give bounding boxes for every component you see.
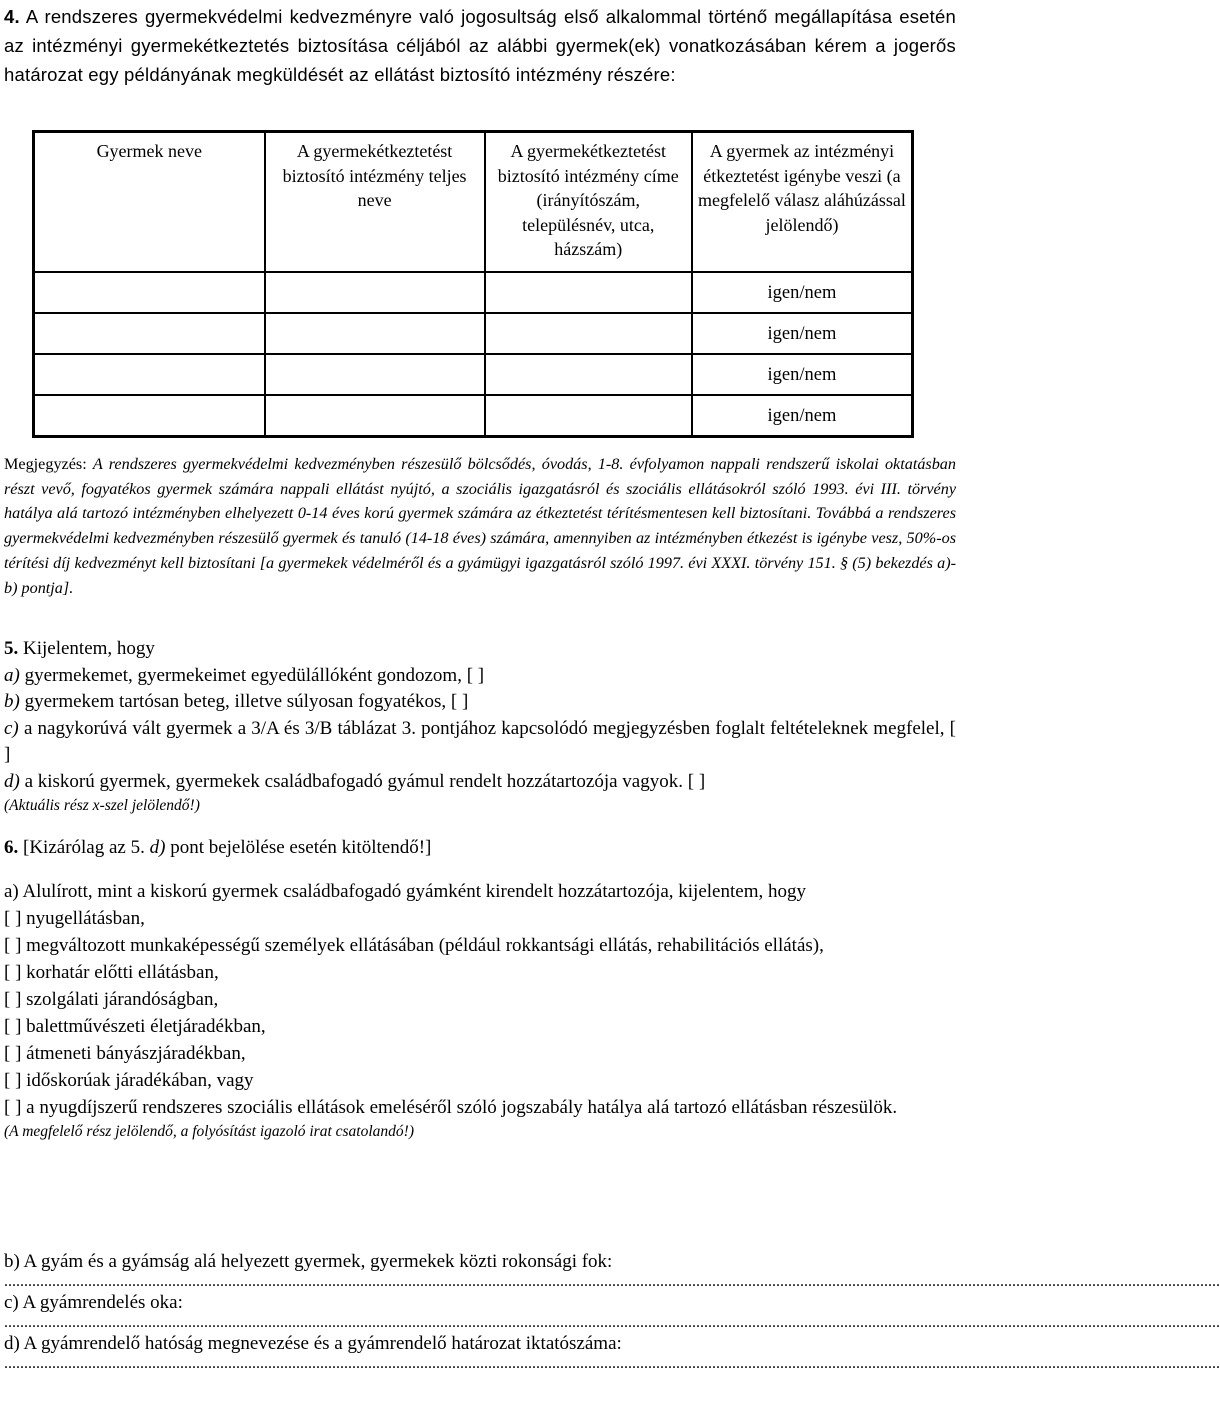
table-row [34, 354, 912, 395]
note-label: Megjegyzés: [4, 455, 87, 473]
section-5 [4, 636, 956, 817]
institution-name-cell[interactable] [265, 354, 485, 395]
authority-field[interactable]: ................................................................................................................................................................................................................................................................................................................ [4, 1355, 1220, 1372]
institution-name-cell[interactable] [265, 272, 485, 313]
child-name-cell[interactable] [34, 272, 265, 313]
section-5-hint: (Aktuális rész x-szel jelölendő!) [4, 797, 200, 814]
section-6a-intro: a) Alulírott, mint a kiskorú gyermek családbafogadó gyámként kirendelt hozzátartozója, kijelentem, hogy [4, 881, 806, 902]
section-5-intro: Kijelentem, hogy [23, 638, 155, 659]
section-4-intro [4, 0, 956, 89]
yes-no-cell[interactable]: igen/nem [692, 313, 912, 354]
yes-no-cell[interactable]: igen/nem [692, 354, 912, 395]
section-6 [4, 834, 956, 861]
header-institution-address: A gyermekétkeztetést biztosító intézmény címe (irányítószám, településnév, utca, házszám) [485, 132, 692, 272]
section-4-text: A rendszeres gyermekvédelmi kedvezményre való jogosultság első alkalommal történő megállapítása esetén az intézményi gyermekétkeztetés biztosítása céljából az alábbi gyermek(ek) vonatkozásában kérem a jogerős határozat egy példányának megküldését az ellátást biztosító intézmény részére: [4, 6, 956, 85]
document-page [4, 0, 956, 89]
guardianship-reason-label: c) A gyámrendelés oka: [4, 1292, 183, 1313]
header-meal-usage: A gyermek az intézményi étkeztetést igénybe veszi (a megfelelő válasz aláhúzással jelölendő) [692, 132, 912, 272]
institution-address-cell[interactable] [485, 313, 692, 354]
section-6bcd [4, 1248, 1220, 1372]
benefit-option-1[interactable]: [ ] nyugellátásban, [4, 908, 145, 929]
child-name-cell[interactable] [34, 313, 265, 354]
note-paragraph [4, 452, 956, 600]
header-child-name: Gyermek neve [34, 132, 265, 272]
table-row [34, 272, 912, 313]
benefit-option-6[interactable]: [ ] átmeneti bányászjáradékban, [4, 1043, 246, 1064]
table-row [34, 313, 912, 354]
institution-name-cell[interactable] [265, 395, 485, 436]
benefit-option-2[interactable]: [ ] megváltozott munkaképességű személyek ellátásában (például rokkantsági ellátás, rehabilitációs ellátás), [4, 935, 824, 956]
section-4-number: 4. [4, 6, 20, 27]
yes-no-cell[interactable]: igen/nem [692, 272, 912, 313]
benefit-option-4[interactable]: [ ] szolgálati járandóságban, [4, 989, 219, 1010]
section-5-item-a[interactable]: a) gyermekemet, gyermekeimet egyedülállóként gondozom, [ ] [4, 664, 485, 686]
benefit-option-3[interactable]: [ ] korhatár előtti ellátásban, [4, 962, 219, 983]
benefit-option-8[interactable]: [ ] a nyugdíjszerű rendszeres szociális ellátások emeléséről szóló jogszabály hatálya alá tartozó ellátásban részesülök. [4, 1097, 898, 1118]
section-5-item-b[interactable]: b) gyermekem tartósan beteg, illetve súlyosan fogyatékos, [ ] [4, 691, 469, 712]
section-6a [4, 878, 956, 1143]
relationship-label: b) A gyám és a gyámság alá helyezett gyermek, gyermekek közti rokonsági fok: [4, 1251, 613, 1272]
section-5-number: 5. [4, 638, 19, 659]
child-name-cell[interactable] [34, 395, 265, 436]
institution-name-cell[interactable] [265, 313, 485, 354]
authority-label: d) A gyámrendelő hatóság megnevezése és a gyámrendelő határozat iktatószáma: [4, 1333, 622, 1354]
section-5-item-d[interactable]: d) a kiskorú gyermek, gyermekek családbafogadó gyámul rendelt hozzátartozója vagyok. [ ] [4, 770, 706, 792]
section-5-item-c[interactable]: c) a nagykorúvá vált gyermek a 3/A és 3/B táblázat 3. pontjához kapcsolódó megjegyzésben foglalt feltételeknek megfelel, [ ] [4, 717, 956, 765]
institution-address-cell[interactable] [485, 395, 692, 436]
benefit-option-7[interactable]: [ ] időskorúak járadékában, vagy [4, 1070, 254, 1091]
child-name-cell[interactable] [34, 354, 265, 395]
yes-no-cell[interactable]: igen/nem [692, 395, 912, 436]
institution-address-cell[interactable] [485, 354, 692, 395]
header-institution-name: A gyermekétkeztetést biztosító intézmény teljes neve [265, 132, 485, 272]
benefit-option-5[interactable]: [ ] balettművészeti életjáradékban, [4, 1016, 266, 1037]
table-row [34, 395, 912, 436]
guardianship-reason-field[interactable]: ................................................................................................................................................................................................................................................................................................................ [4, 1314, 1220, 1331]
section-6-heading: 6. [Kizárólag az 5. d) pont bejelölése esetén kitöltendő!] [4, 837, 432, 858]
table-header-row [34, 132, 912, 272]
section-5-heading [4, 636, 956, 663]
section-6a-hint: (A megfelelő rész jelölendő, a folyósítást igazoló irat csatolandó!) [4, 1123, 414, 1140]
children-table [32, 130, 914, 438]
institution-address-cell[interactable] [485, 272, 692, 313]
note-text: A rendszeres gyermekvédelmi kedvezményben részesülő bölcsődés, óvodás, 1-8. évfolyamon nappali rendszerű iskolai oktatásban részt vevő, fogyatékos gyermek számára nappali ellátást nyújtó, a szociális igazgatásról és szociális ellátásokról szóló 1993. évi III. törvény hatálya alá tartozó intézményben elhelyezett 0-14 éves korú gyermek számára az étkeztetést térítésmentesen kell biztosítani. Továbbá a rendszeres gyermekvédelmi kedvezményben részesülő gyermek és tanuló (14-18 éves) számára, amennyiben az intézményben étkezést is igénybe vesz, 50%-os térítési díj kedvezményt kell biztosítani [a gyermekek védelméről és a gyámügyi igazgatásról szóló 1997. évi XXXI. törvény 151. § (5) bekezdés a)-b) pontja]. [4, 455, 956, 597]
relationship-field[interactable]: ................................................................................................................................................................................................................................................................................................................ [4, 1273, 1220, 1290]
